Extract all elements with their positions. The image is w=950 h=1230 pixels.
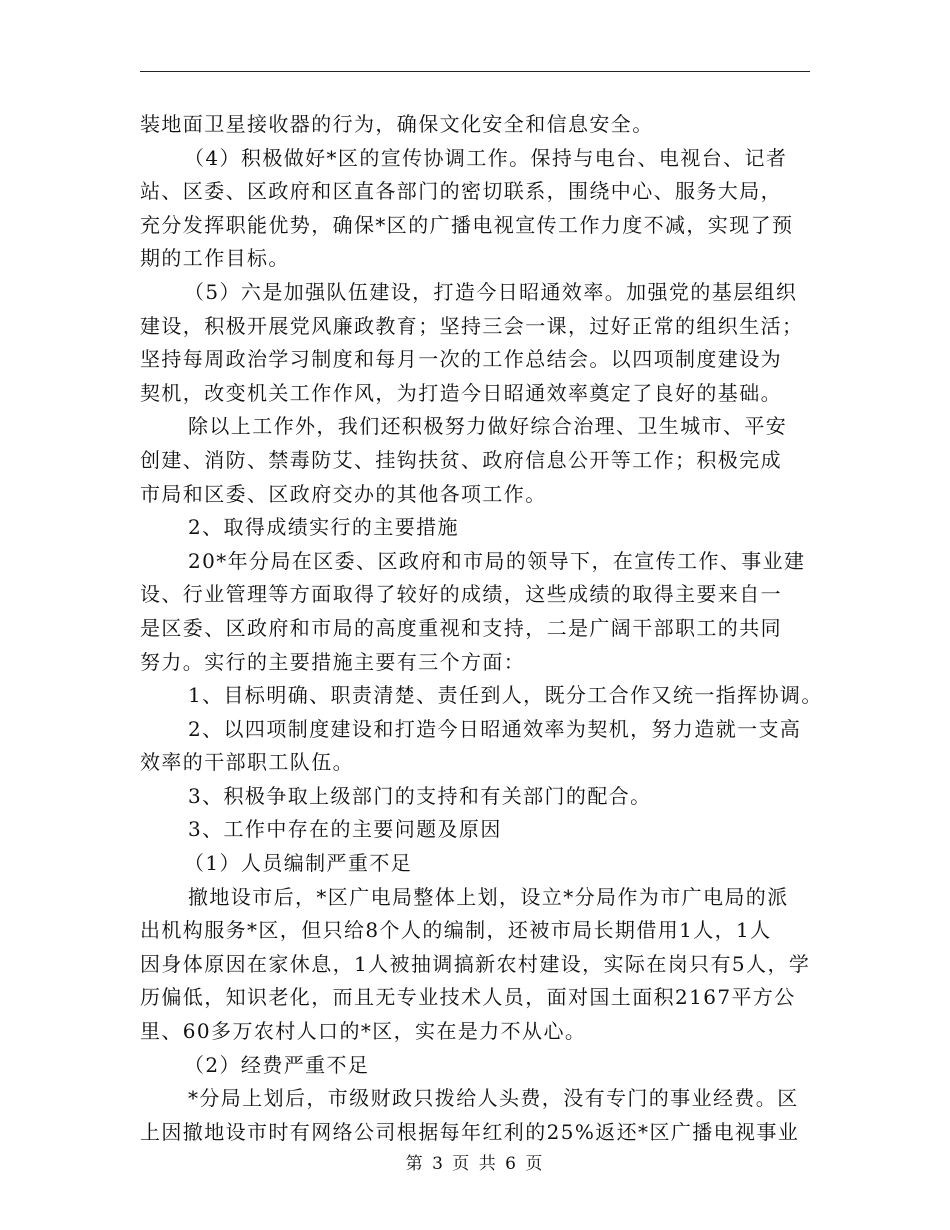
document-body	[140, 108, 823, 1149]
section-heading: 3、工作中存在的主要问题及原因	[188, 817, 502, 842]
text-line: 因身体原因在家休息，1人被抽调搞新农村建设，实际在岗只有5人，学	[140, 951, 811, 976]
text-line: 是区委、区政府和市局的高度重视和支持，二是广阔干部职工的共同	[140, 615, 782, 640]
text-line: 撤地设市后，*区广电局整体上划，设立*分局作为市广电局的派	[188, 884, 789, 909]
list-item: 3、积极争取上级部门的支持和有关部门的配合。	[188, 783, 652, 808]
text-line: *分局上划后，市级财政只拨给人头费，没有专门的事业经费。区	[188, 1086, 799, 1111]
text-line: 20*年分局在区委、区政府和市局的领导下，在宣传工作、事业建	[188, 548, 806, 573]
text-line: 充分发挥职能优势，确保*区的广播电视宣传工作力度不减，实现了预	[140, 212, 794, 237]
text-line: 设、行业管理等方面取得了较好的成绩，这些成绩的取得主要来自一	[140, 582, 782, 607]
text-line: 里、60多万农村人口的*区，实在是力不从心。	[140, 1019, 587, 1044]
list-item: 2、以四项制度建设和打造今日昭通效率为契机，努力造就一支高	[188, 716, 802, 741]
text-line: 除以上工作外，我们还积极努力做好综合治理、卫生城市、平安	[188, 414, 788, 439]
text-line: 历偏低，知识老化，而且无专业技术人员，面对国土面积2167平方公	[140, 985, 796, 1010]
text-line: 装地面卫星接收器的行为，确保文化安全和信息安全。	[140, 112, 654, 136]
text-line: 期的工作目标。	[140, 246, 290, 271]
text-line: 契机，改变机关工作作风，为打造今日昭通效率奠定了良好的基础。	[140, 380, 782, 405]
text-line: 出机构服务*区，但只给8个人的编制，还被市局长期借用1人，1人	[140, 918, 772, 943]
text-line: （5）六是加强队伍建设，打造今日昭通效率。加强党的基层组织	[184, 279, 798, 304]
text-line: 站、区委、区政府和区直各部门的密切联系，围绕中心、服务大局，	[140, 179, 782, 204]
text-line: 上因撤地设市时有网络公司根据每年红利的25%返还*区广播电视事业	[140, 1119, 800, 1144]
text-line: （4）积极做好*区的宣传协调工作。保持与电台、电视台、记者	[184, 145, 788, 170]
text-line: 坚持每周政治学习制度和每月一次的工作总结会。以四项制度建设为	[140, 347, 782, 372]
text-line: 创建、消防、禁毒防艾、挂钩扶贫、政府信息公开等工作；积极完成	[140, 447, 782, 472]
subsection-heading: （2）经费严重不足	[184, 1052, 370, 1077]
section-heading: 2、取得成绩实行的主要措施	[188, 515, 459, 540]
page-number: 第 3 页 共 6 页	[405, 1154, 545, 1174]
text-line: 市局和区委、区政府交办的其他各项工作。	[140, 481, 547, 506]
text-line: 努力。实行的主要措施主要有三个方面：	[140, 649, 526, 674]
text-line: 建设，积极开展党风廉政教育；坚持三会一课，过好正常的组织生活；	[140, 313, 804, 338]
list-item: 1、目标明确、职责清楚、责任到人，既分工合作又统一指挥协调。	[188, 683, 823, 708]
text-line: 效率的干部职工队伍。	[140, 750, 354, 775]
subsection-heading: （1）人员编制严重不足	[184, 851, 413, 876]
header-rule	[140, 71, 810, 72]
